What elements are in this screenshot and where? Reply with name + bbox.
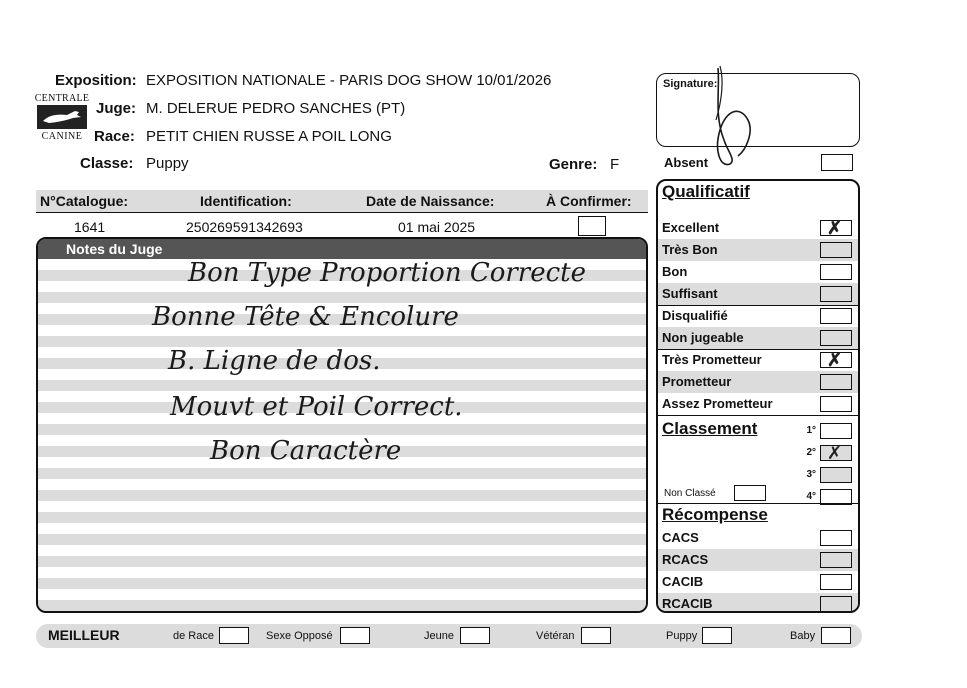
recompense-label: CACS <box>662 530 699 545</box>
notes-panel[interactable] <box>36 237 648 613</box>
classement-separator <box>658 415 858 416</box>
meilleur-baby-checkbox[interactable] <box>821 627 851 644</box>
absent-label: Absent <box>664 155 709 170</box>
meilleur-title: MEILLEUR <box>48 627 120 643</box>
classe-value: Puppy <box>146 155 189 172</box>
qualificatif-row <box>658 327 858 349</box>
recompense-checkbox[interactable] <box>820 552 852 568</box>
recompense-row <box>658 593 858 613</box>
centrale-canine-logo <box>34 93 90 147</box>
note-stripe <box>38 578 646 589</box>
classement-place-label: 4° <box>806 491 816 502</box>
note-stripe <box>38 490 646 501</box>
qualificatif-checkbox[interactable] <box>820 374 852 390</box>
dog-icon <box>37 105 87 129</box>
meilleur-puppy-label: Puppy <box>666 630 698 642</box>
classement-place-label: 2° <box>806 447 816 458</box>
qualificatif-label: Disqualifié <box>662 308 728 323</box>
recompense-label: CACIB <box>662 574 704 589</box>
check-mark-icon: ✗ <box>827 443 843 463</box>
a-confirmer-checkbox[interactable] <box>578 216 606 236</box>
results-panel <box>656 179 860 613</box>
note-stripe <box>38 556 646 567</box>
logo-text-top: CENTRALE <box>34 93 90 104</box>
check-mark-icon: ✗ <box>827 218 843 238</box>
col-catalogue: N°Catalogue: <box>40 193 129 209</box>
qualificatif-label: Très Prometteur <box>662 352 762 367</box>
qualificatif-checkbox[interactable] <box>820 220 852 236</box>
note-line-3: B. Ligne de dos. <box>168 346 381 376</box>
qualificatif-label: Assez Prometteur <box>662 396 773 411</box>
classe-label: Classe: <box>80 155 134 172</box>
note-stripe <box>38 468 646 479</box>
qualificatif-row <box>658 349 858 371</box>
qualificatif-row <box>658 393 858 415</box>
qualificatif-row <box>658 217 858 239</box>
qualificatif-label: Excellent <box>662 220 720 235</box>
qualificatif-checkbox[interactable] <box>820 396 852 412</box>
qualificatif-checkbox[interactable] <box>820 308 852 324</box>
note-line-2: Bonne Tête & Encolure <box>152 302 459 332</box>
col-a-confirmer: À Confirmer: <box>546 193 632 209</box>
meilleur-de-race-checkbox[interactable] <box>219 627 249 644</box>
recompense-row <box>658 571 858 593</box>
qualificatif-row <box>658 239 858 261</box>
recompense-label: RCACIB <box>662 596 713 611</box>
meilleur-de-race-label: de Race <box>173 630 214 642</box>
qualificatif-checkbox[interactable] <box>820 286 852 302</box>
meilleur-veteran-checkbox[interactable] <box>581 627 611 644</box>
recompense-separator <box>658 503 858 504</box>
classement-place-label: 3° <box>806 469 816 480</box>
non-classe-label: Non Classé <box>664 488 716 499</box>
note-stripe <box>38 600 646 611</box>
meilleur-sexe-oppose-label: Sexe Opposé <box>266 630 333 642</box>
meilleur-jeune-label: Jeune <box>424 630 454 642</box>
race-label: Race: <box>94 128 135 145</box>
recompense-checkbox[interactable] <box>820 574 852 590</box>
qualificatif-label: Prometteur <box>662 374 732 389</box>
qualificatif-label: Bon <box>662 264 688 279</box>
qualificatif-checkbox[interactable] <box>820 264 852 280</box>
juge-value: M. DELERUE PEDRO SANCHES (PT) <box>146 100 406 117</box>
catalogue-number: 1641 <box>74 219 106 235</box>
exposition-value: EXPOSITION NATIONALE - PARIS DOG SHOW 10/01/2026 <box>146 72 552 89</box>
juge-label: Juge: <box>96 100 137 117</box>
qualificatif-row <box>658 283 858 305</box>
note-line-1: Bon Type Proportion Correcte <box>188 258 587 288</box>
classement-title: Classement <box>662 419 758 438</box>
meilleur-sexe-oppose-checkbox[interactable] <box>340 627 370 644</box>
recompense-checkbox[interactable] <box>820 530 852 546</box>
qualificatif-label: Très Bon <box>662 242 718 257</box>
recompense-title: Récompense <box>662 505 768 524</box>
meilleur-jeune-checkbox[interactable] <box>460 627 490 644</box>
signature-label: Signature: <box>663 78 718 90</box>
non-classe-checkbox[interactable] <box>734 485 766 501</box>
notes-title: Notes du Juge <box>66 241 163 257</box>
note-line-5: Bon Caractère <box>210 436 402 466</box>
qualificatif-title: Qualificatif <box>662 182 750 201</box>
recompense-row <box>658 527 858 549</box>
meilleur-baby-label: Baby <box>790 630 816 642</box>
race-value: PETIT CHIEN RUSSE A POIL LONG <box>146 128 392 145</box>
recompense-row <box>658 549 858 571</box>
absent-checkbox[interactable] <box>821 154 853 171</box>
col-identification: Identification: <box>200 193 292 209</box>
notes-title-bar <box>38 239 646 259</box>
qualificatif-row <box>658 371 858 393</box>
genre-value: F <box>610 156 620 173</box>
qualificatif-label: Non jugeable <box>662 330 744 345</box>
note-stripe <box>38 534 646 545</box>
qualificatif-checkbox[interactable] <box>820 352 852 368</box>
meilleur-veteran-label: Vétéran <box>536 630 575 642</box>
recompense-checkbox[interactable] <box>820 596 852 612</box>
meilleur-puppy-checkbox[interactable] <box>702 627 732 644</box>
qualificatif-checkbox[interactable] <box>820 330 852 346</box>
qualificatif-label: Suffisant <box>662 286 718 301</box>
note-stripe <box>38 512 646 523</box>
logo-text-bottom: CANINE <box>41 131 83 142</box>
handwritten-signature <box>690 60 770 170</box>
classement-place-label: 1° <box>806 425 816 436</box>
identification-number: 250269591342693 <box>186 219 303 235</box>
exposition-label: Exposition: <box>55 72 137 89</box>
col-date-naissance: Date de Naissance: <box>366 193 495 209</box>
classement-checkbox[interactable] <box>820 467 852 483</box>
qualificatif-checkbox[interactable] <box>820 242 852 258</box>
check-mark-icon: ✗ <box>827 350 843 370</box>
recompense-label: RCACS <box>662 552 709 567</box>
classement-checkbox[interactable] <box>820 423 852 439</box>
genre-label: Genre: <box>549 156 598 173</box>
date-naissance: 01 mai 2025 <box>398 219 476 235</box>
qualificatif-row <box>658 305 858 327</box>
note-line-4: Mouvt et Poil Correct. <box>170 392 463 422</box>
classement-checkbox[interactable] <box>820 445 852 461</box>
qualificatif-row <box>658 261 858 283</box>
note-stripe <box>38 380 646 391</box>
note-stripe <box>38 424 646 435</box>
